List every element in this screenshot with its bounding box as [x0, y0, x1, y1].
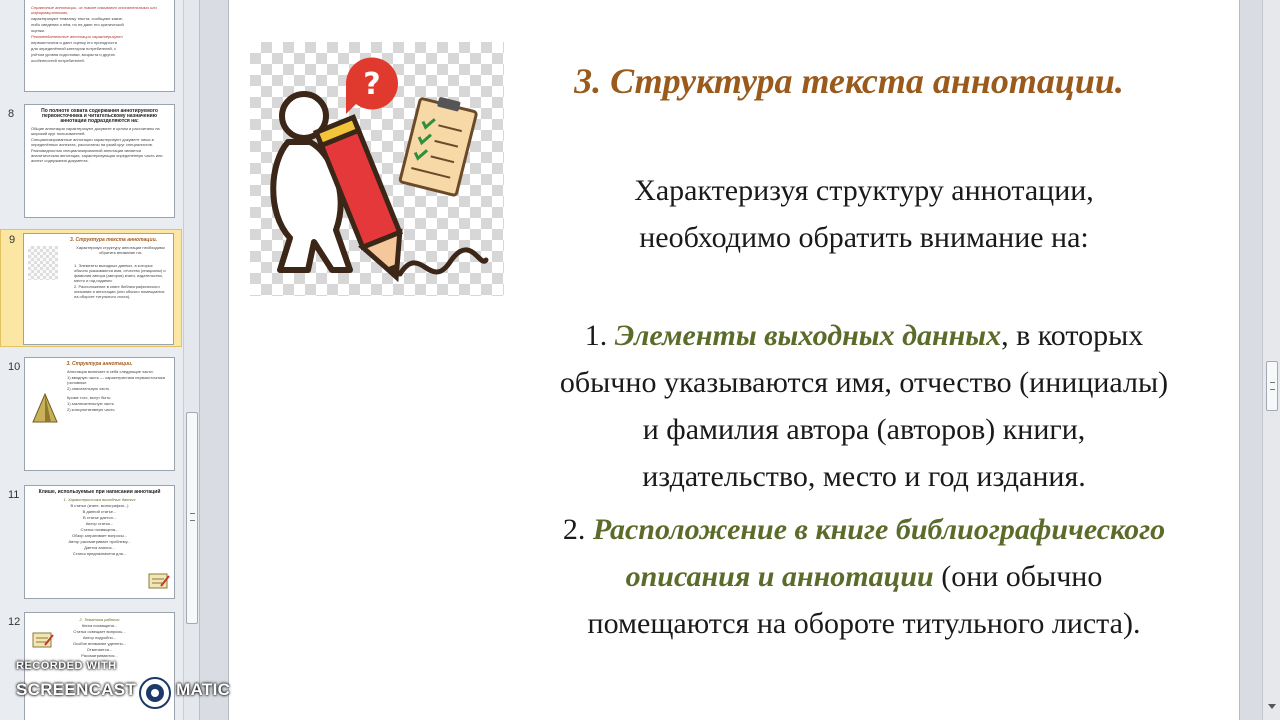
- thumb-line: 1) вводную часть — характеристика первоисточника (основные: [67, 375, 165, 385]
- slide-number: 12: [8, 616, 21, 628]
- notepad-icon: [31, 629, 55, 649]
- thumb-line: 2. Расположение в книге библиографического описания и аннотации (они обычно помещаются на обороте титульного листа).: [74, 284, 165, 299]
- thumbnail-preview: [24, 0, 175, 92]
- point-number: 2.: [562, 513, 593, 546]
- thumb-line: Автор статьи...: [85, 521, 114, 526]
- thumb-line: Специализированные аннотации характеризуют документ лишь в определённых аспектах, рассчитаны на узкий круг специалистов.: [31, 137, 154, 147]
- slide-number: 9: [9, 234, 16, 246]
- thumb-line: В статье дается...: [83, 515, 116, 520]
- thumb-line: либо сведения о нём, но не дают его критической: [31, 22, 124, 27]
- grip-icon: [1270, 382, 1275, 390]
- thumb-line: Обзор затрагивает вопросы...: [71, 533, 128, 538]
- thumb-line: для определённой категории потребителей, с: [31, 46, 117, 51]
- thumb-line: Статья освещает вопросы...: [73, 629, 126, 634]
- thumb-line: Справочные аннотации, их также называют описательными или информационными,: [31, 5, 157, 15]
- thumb-line: 2) описательную часть: [67, 386, 110, 391]
- thumb-line: Кроме того, могут быть:: [67, 395, 112, 400]
- thumb-line: Общие аннотации характеризуют документ в целом и рассчитаны на широкий круг пользователей.: [31, 126, 160, 136]
- pyramid-icon: [31, 392, 59, 426]
- thumb-line: Разновидностью специализированной аннотации является аналитическая аннотация, характеризующая определенную часть или аспект содержания документа.: [31, 148, 163, 163]
- point-2-emphasis: Расположение в книге библиографического: [592, 513, 1166, 546]
- intro-paragraph: [484, 167, 1244, 261]
- thumb-picture-icon: [28, 246, 58, 280]
- thumb-line: В статье (книге, монографии...): [70, 503, 129, 508]
- screencast-logo-icon: [138, 676, 172, 710]
- slide-title: 3. Структура текста аннотации.: [574, 61, 1124, 101]
- thumb-line: В данной статье...: [82, 509, 117, 514]
- thumb-title: По полноте охвата содержания аннотируемого первоисточника и читательскому назначению аннотации подразделяются на:: [41, 108, 158, 124]
- thumbnail-preview: [24, 104, 175, 218]
- thumb-line: Особое внимание уделено...: [72, 641, 127, 646]
- thumb-line: Статья посвящена...: [80, 527, 119, 532]
- thumb-line: характеризуют тематику текста, сообщают какие-: [31, 16, 124, 21]
- slide-number: 10: [8, 361, 21, 373]
- watermark-left: SCREENCAST: [16, 680, 137, 699]
- point-1-line: и фамилия автора (авторов) книги,: [642, 413, 1086, 446]
- point-1-line: [484, 312, 1244, 359]
- slide-thumbnail-11[interactable]: [0, 485, 182, 603]
- slide-scrollbar[interactable]: [1262, 0, 1280, 720]
- svg-text:?: ?: [363, 67, 381, 102]
- thumb-line: Автор рассматривает проблему...: [68, 539, 131, 544]
- point-1-paragraph: [484, 312, 1244, 500]
- thumb-line: оценки.: [31, 28, 45, 33]
- scrollbar-thumb[interactable]: [1266, 361, 1278, 411]
- thumb-line: особенностей потребителей.: [31, 58, 85, 63]
- thumb-title: 3. Структура текста аннотации.: [69, 237, 158, 243]
- slide-thumbnail-8[interactable]: [0, 104, 182, 222]
- watermark-top-text: RECORDED WITH: [16, 660, 117, 672]
- thumb-line: Характеризуя структуру аннотации необходимо обратить внимание на:: [76, 245, 165, 255]
- scroll-down-arrow-icon[interactable]: [1268, 704, 1276, 709]
- slide-number: 11: [8, 489, 20, 501]
- thinking-figure-picture[interactable]: [250, 42, 504, 296]
- thumb-line: учётом уровня подготовки, возраста и других: [31, 52, 115, 57]
- thumb-line: 1. Элементы выходных данных, в которых обычно указываются имя, отчество (инициалы) и фамилия автора (авторов) книги, издательство, место и год издания.: [74, 263, 166, 283]
- point-2-line: [484, 506, 1244, 553]
- thumb-line: Отмечается...: [86, 647, 113, 652]
- thumb-line: 1. Характеристика выходных данных: [63, 497, 136, 502]
- thumb-title: 3. Структура аннотации.: [66, 361, 133, 367]
- thumbnail-pane-scrollbar[interactable]: [183, 0, 199, 720]
- slide-canvas[interactable]: [228, 0, 1240, 720]
- thumb-line: 2) консультативную часть: [67, 407, 115, 412]
- thumbnail-preview: [24, 357, 175, 471]
- scrollbar-thumb[interactable]: [186, 412, 198, 624]
- point-1-emphasis: Элементы выходных данных: [614, 319, 1002, 352]
- watermark-right: MATIC: [176, 680, 231, 699]
- thumb-line: Рассматриваются...: [81, 653, 118, 658]
- point-2-paragraph: [484, 506, 1244, 647]
- point-number: 1.: [584, 319, 615, 352]
- watermark-main-text: [16, 680, 230, 700]
- slide-thumbnail-9[interactable]: [0, 229, 182, 347]
- thumb-line: Рекомендательные аннотации характеризуют: [31, 34, 123, 39]
- grip-icon: [190, 513, 195, 521]
- thumbnail-preview: [24, 485, 175, 599]
- thumb-line: Аннотация включает в себя следующие части:: [67, 369, 154, 374]
- point-2-text: (они обычно: [933, 560, 1103, 593]
- thumb-line: Автор подробно...: [82, 635, 117, 640]
- point-2-line: [484, 553, 1244, 600]
- thumb-line: первоисточник и дают оценку его пригодности: [31, 40, 117, 45]
- thumb-title: 2. Тематика работы: [79, 617, 120, 622]
- thumb-line: Дается анализ...: [84, 545, 115, 550]
- intro-line: Характеризуя структуру аннотации,: [634, 174, 1094, 207]
- point-2-emphasis: описания и аннотации: [625, 560, 934, 593]
- slide-number: 8: [8, 108, 15, 120]
- point-1-line: обычно указываются имя, отчество (инициалы): [559, 366, 1169, 399]
- slide-thumbnail-pane: [0, 0, 200, 720]
- point-1-text: , в которых: [1001, 319, 1144, 352]
- screencast-watermark: [14, 660, 234, 708]
- notepad-icon: [147, 570, 171, 590]
- point-2-line: помещаются на обороте титульного листа).: [587, 607, 1141, 640]
- thumbnail-preview: [23, 233, 174, 345]
- slide-thumbnail-7[interactable]: [0, 0, 182, 92]
- thumb-line: Статья предназначена для...: [72, 551, 127, 556]
- thumb-title: Клише, используемые при написании аннотаций: [38, 489, 161, 495]
- point-1-line: издательство, место и год издания.: [642, 460, 1086, 493]
- intro-line: необходимо обратить внимание на:: [639, 221, 1089, 254]
- thinking-figure-illustration: [250, 42, 504, 296]
- thumb-line: Книга посвящена...: [81, 623, 118, 628]
- slide-thumbnail-10[interactable]: [0, 357, 182, 475]
- thumb-line: 1) заключительную часть: [67, 401, 114, 406]
